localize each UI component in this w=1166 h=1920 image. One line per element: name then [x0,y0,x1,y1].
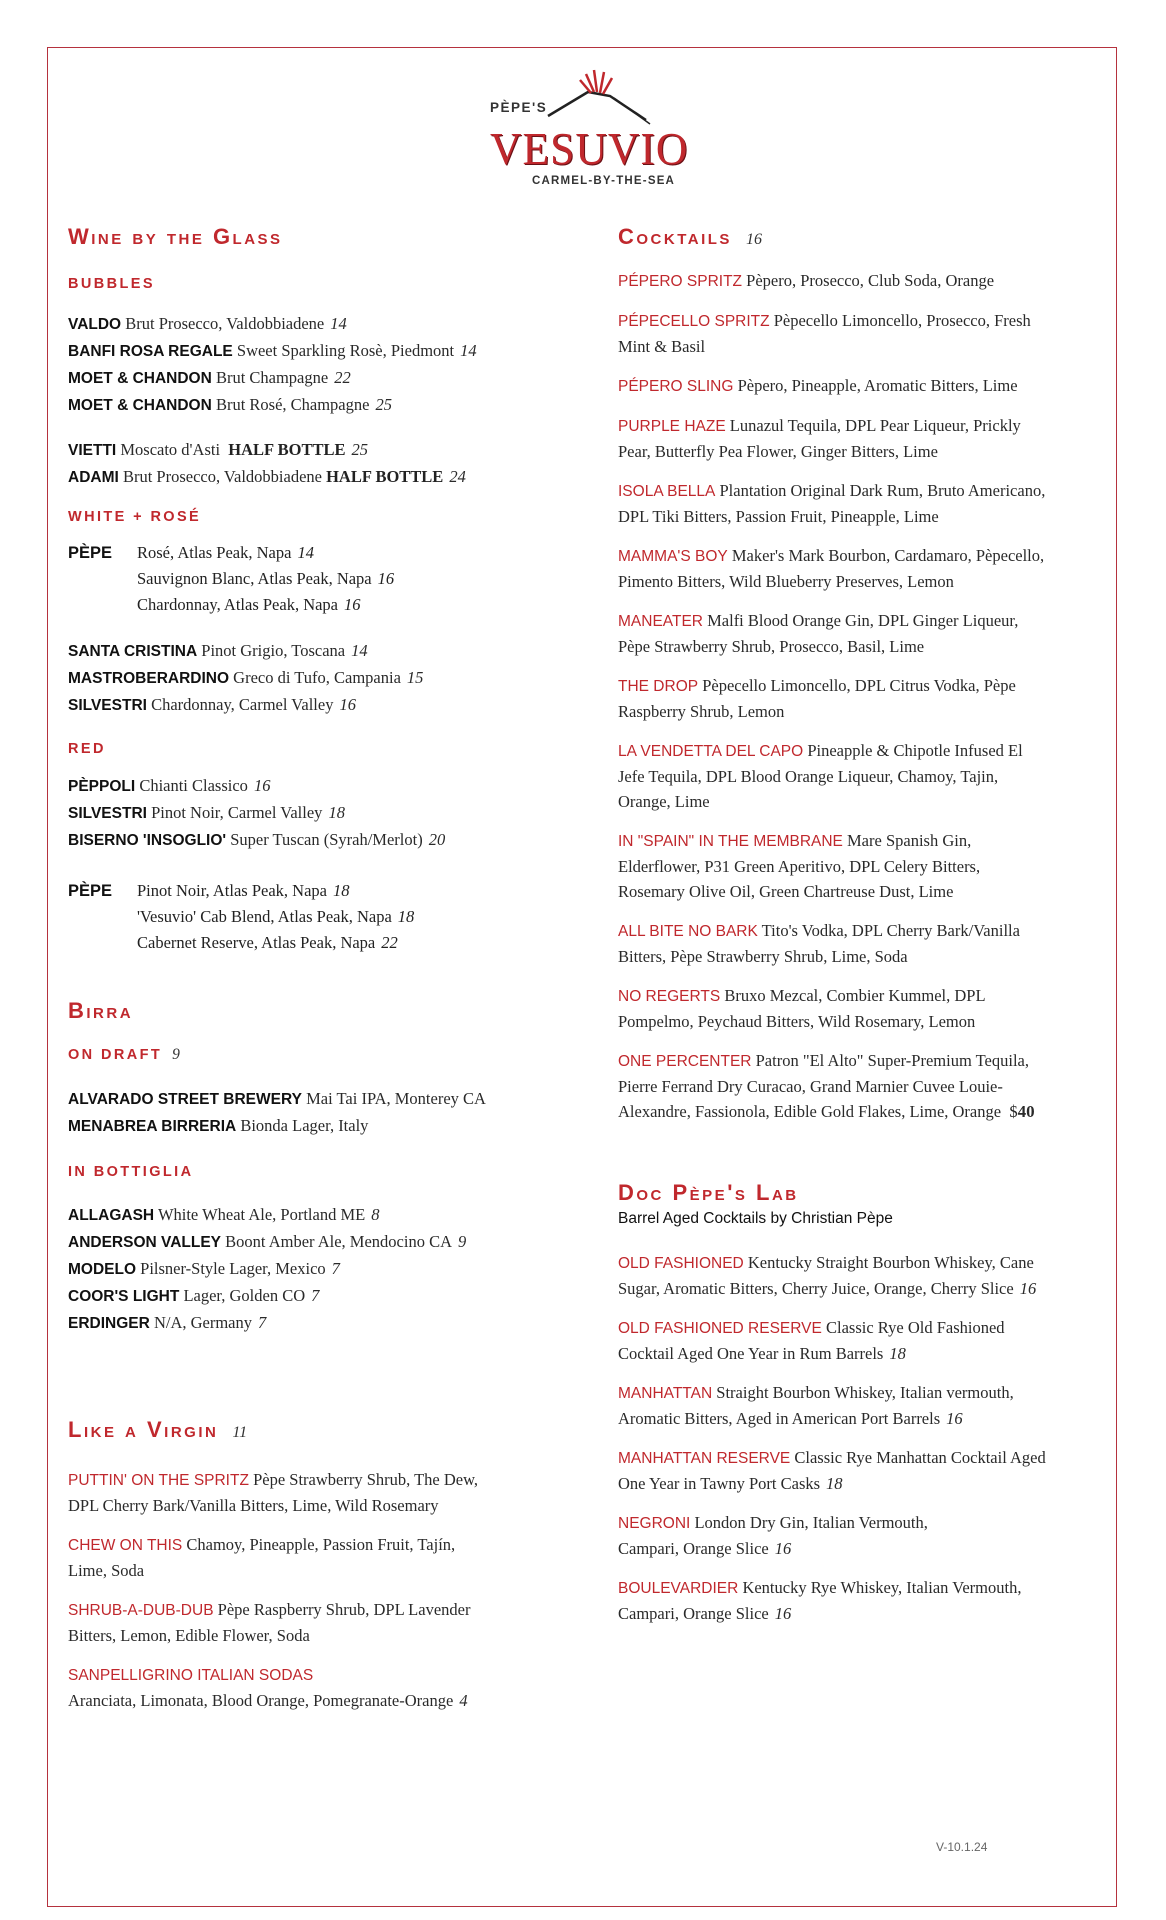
cocktail-item: THE DROP Pèpecello Limoncello, DPL Citrus Vodka, Pèpe Raspberry Shrub, Lemon [618,676,1016,721]
lab-subtitle: Barrel Aged Cocktails by Christian Pèpe [618,1210,893,1227]
cocktail-item: PÉPECELLO SPRITZ Pèpecello Limoncello, Prosecco, Fresh Mint & Basil [618,311,1031,356]
logo-location: CARMEL-BY-THE-SEA [532,175,676,187]
wine-item: Pinot Noir, Atlas Peak, Napa 18 [137,881,350,900]
cocktail-item: NO REGERTS Bruxo Mezcal, Combier Kummel, DPL Pompelmo, Peychaud Bitters, Wild Rosemary, Lemon [618,986,986,1031]
cocktail-item: ONE PERCENTER Patron "El Alto" Super-Premium Tequila, Pierre Ferrand Dry Curacao, Grand Marnier Cuvee Louie- Alexandre, Fassionola, Edible Gold Flakes, Lime, Orange $40 [618,1051,1035,1121]
mocktail-item: SANPELLIGRINO ITALIAN SODAS Aranciata, Limonata, Blood Orange, Pomegranate-Orange 4 [68,1667,468,1710]
mocktail-item: PUTTIN' ON THE SPRITZ Pèpe Strawberry Shrub, The Dew, DPL Cherry Bark/Vanilla Bitters, Lime, Wild Rosemary [68,1470,479,1515]
beer-item: MODELO Pilsner-Style Lager, Mexico 7 [68,1259,340,1278]
wine-item: Rosé, Atlas Peak, Napa 14 [137,543,314,562]
cocktail-item: MANEATER Malfi Blood Orange Gin, DPL Ginger Liqueur, Pèpe Strawberry Shrub, Prosecco, Basil, Lime [618,611,1019,656]
wine-item: Sauvignon Blanc, Atlas Peak, Napa 16 [137,569,395,588]
version-label: V-10.1.24 [936,1840,988,1854]
wine-item: VALDO Brut Prosecco, Valdobbiadene 14 [68,314,347,333]
bottiglia-title: IN BOTTIGLIA [68,1164,194,1180]
logo-vesuvio: VESUVIO [490,123,689,174]
mocktail-item: SHRUB-A-DUB-DUB Pèpe Raspberry Shrub, DPL Lavender Bitters, Lemon, Edible Flower, Soda [68,1600,471,1645]
lab-item: OLD FASHIONED RESERVE Classic Rye Old Fashioned Cocktail Aged One Year in Rum Barrels 18 [618,1318,1005,1363]
cocktail-item: PÉPERO SPRITZ Pèpero, Prosecco, Club Soda, Orange [618,271,995,290]
pepe-red-group: PÈPE Pinot Noir, Atlas Peak, Napa 18 'Vesuvio' Cab Blend, Atlas Peak, Napa 18 Cabernet Reserve, Atlas Peak, Napa 22 [68,878,558,956]
wine-item: Cabernet Reserve, Atlas Peak, Napa 22 [137,933,398,952]
draft-title: ON DRAFT 9 [68,1046,180,1063]
cocktail-item: ALL BITE NO BARK Tito's Vodka, DPL Cherry Bark/Vanilla Bitters, Pèpe Strawberry Shrub, Lime, Soda [618,921,1020,966]
cocktail-item: PÉPERO SLING Pèpero, Pineapple, Aromatic Bitters, Lime [618,376,1018,395]
lab-item: NEGRONI London Dry Gin, Italian Vermouth, Campari, Orange Slice 16 [618,1513,928,1558]
wine-item: MOET & CHANDON Brut Champagne 22 [68,368,351,387]
cocktails-title: Cocktails 16 [618,224,762,249]
lab-item: MANHATTAN Straight Bourbon Whiskey, Italian vermouth, Aromatic Bitters, Aged in American Port Barrels 16 [618,1383,1014,1428]
cocktail-item: LA VENDETTA DEL CAPO Pineapple & Chipotle Infused El Jefe Tequila, DPL Blood Orange Liqueur, Chamoy, Tajin, Orange, Lime [618,741,1023,811]
beer-item: ALLAGASH White Wheat Ale, Portland ME 8 [68,1205,380,1224]
wine-item: SILVESTRI Chardonnay, Carmel Valley 16 [68,695,356,714]
mocktail-item: CHEW ON THIS Chamoy, Pineapple, Passion Fruit, Tajín, Lime, Soda [68,1535,456,1580]
beer-item: ERDINGER N/A, Germany 7 [68,1313,267,1332]
bubbles-title: BUBBLES [68,276,155,292]
left-column [68,226,558,1713]
cocktail-item: IN "SPAIN" IN THE MEMBRANE Mare Spanish Gin, Elderflower, P31 Green Aperitivo, DPL Celery Bitters, Rosemary Olive Oil, Green Chartreuse Dust, Lime [618,831,981,901]
vesuvio-logo [486,68,689,194]
beer-item: MENABREA BIRRERIA Bionda Lager, Italy [68,1116,369,1135]
wine-item: BISERNO 'INSOGLIO' Super Tuscan (Syrah/Merlot) 20 [68,830,446,849]
beer-item: ANDERSON VALLEY Boont Amber Ale, Mendocino CA 9 [68,1232,467,1251]
wine-item: 'Vesuvio' Cab Blend, Atlas Peak, Napa 18 [137,907,415,926]
cocktail-item: MAMMA'S BOY Maker's Mark Bourbon, Cardamaro, Pèpecello, Pimento Bitters, Wild Blueberry Preserves, Lemon [618,546,1045,591]
logo-pepes: PÈPE'S [490,100,548,115]
cocktail-item: PURPLE HAZE Lunazul Tequila, DPL Pear Liqueur, Prickly Pear, Butterfly Pea Flower, Ginger Bitters, Lime [618,416,1021,461]
lab-title: Doc Pèpe's Lab [618,1180,799,1205]
wine-item: VIETTI Moscato d'Asti HALF BOTTLE 25 [68,440,369,459]
wine-title: Wine by the Glass [68,224,283,249]
lab-item: BOULEVARDIER Kentucky Rye Whiskey, Italian Vermouth, Campari, Orange Slice 16 [618,1578,1022,1623]
lab-item: MANHATTAN RESERVE Classic Rye Manhattan Cocktail Aged One Year in Tawny Port Casks 18 [618,1448,1046,1493]
lab-item: OLD FASHIONED Kentucky Straight Bourbon Whiskey, Cane Sugar, Aromatic Bitters, Cherry Juice, Orange, Cherry Slice 16 [618,1253,1037,1298]
pepe-white-group: PÈPE Rosé, Atlas Peak, Napa 14 Sauvignon Blanc, Atlas Peak, Napa 16 Chardonnay, Atlas Peak, Napa 16 [68,540,558,618]
wine-item: SILVESTRI Pinot Noir, Carmel Valley 18 [68,803,345,822]
birra-title: Birra [68,998,134,1023]
right-column [618,226,1098,1626]
beer-item: COOR'S LIGHT Lager, Golden CO 7 [68,1286,320,1305]
wine-item: Chardonnay, Atlas Peak, Napa 16 [137,595,361,614]
white-rose-title: WHITE + ROSÉ [68,509,202,525]
cocktail-item: ISOLA BELLA Plantation Original Dark Rum, Bruto Americano, DPL Tiki Bitters, Passion Fruit, Pineapple, Lime [618,481,1046,526]
wine-item: MASTROBERARDINO Greco di Tufo, Campania 15 [68,668,424,687]
virgin-title: Like a Virgin 11 [68,1417,248,1442]
wine-item: SANTA CRISTINA Pinot Grigio, Toscana 14 [68,641,368,660]
beer-item: ALVARADO STREET BREWERY Mai Tai IPA, Monterey CA [68,1089,486,1108]
wine-item: MOET & CHANDON Brut Rosé, Champagne 25 [68,395,392,414]
wine-item: BANFI ROSA REGALE Sweet Sparkling Rosè, Piedmont 14 [68,341,477,360]
wine-item: ADAMI Brut Prosecco, Valdobbiadene HALF BOTTLE 24 [68,467,466,486]
red-title: RED [68,741,106,757]
wine-item: PÈPPOLI Chianti Classico 16 [68,776,271,795]
